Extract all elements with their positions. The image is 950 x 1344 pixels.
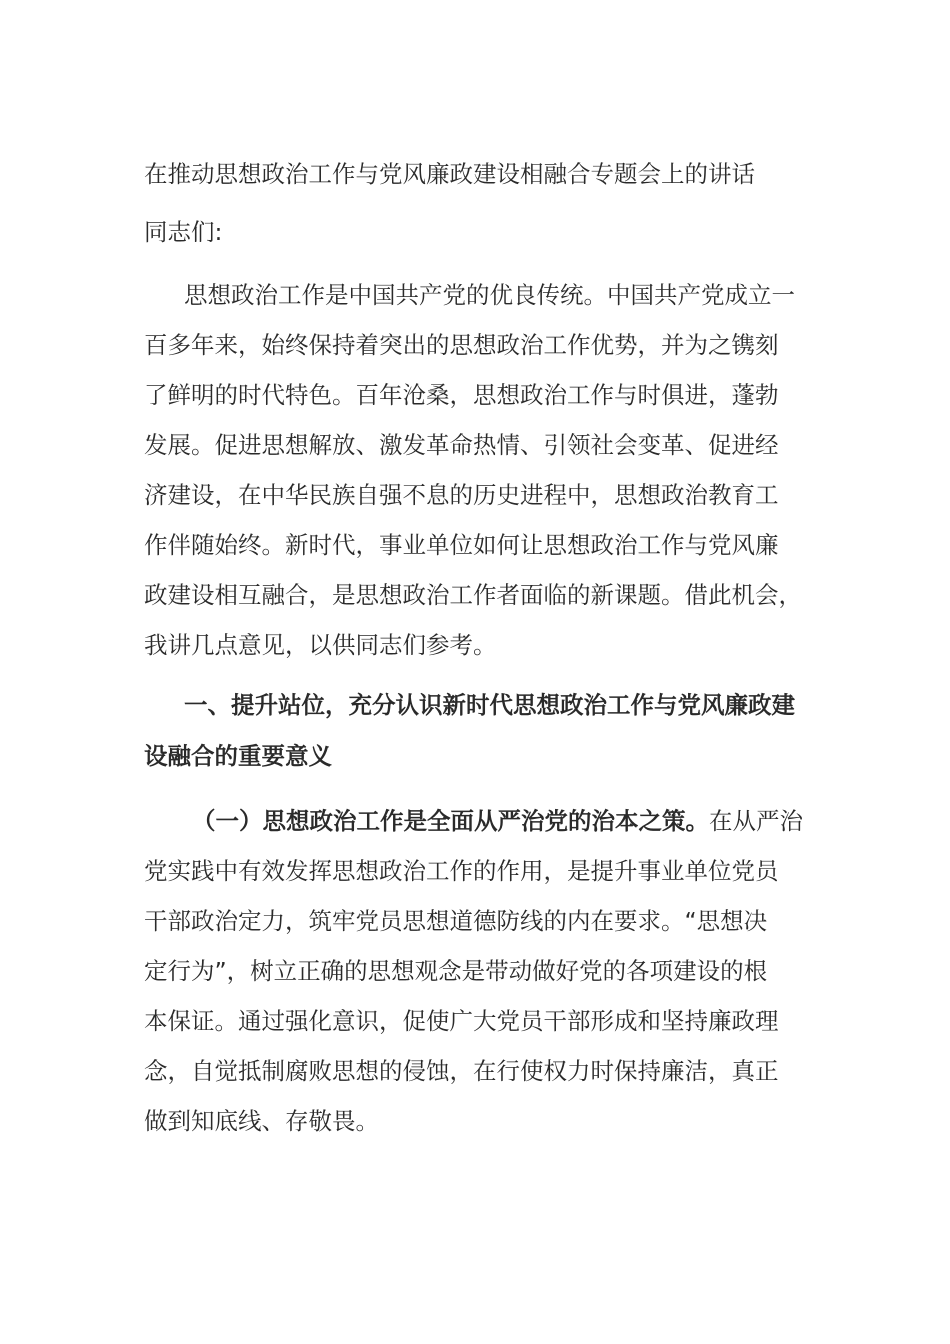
heading-line: 设融合的重要意义 — [144, 742, 332, 770]
intro-paragraph — [144, 270, 809, 670]
paragraph-line: 政建设相互融合，是思想政治工作者面临的新课题。借此机会， — [144, 581, 802, 609]
paragraph-line: 济建设，在中华民族自强不息的历史进程中，思想政治教育工 — [144, 481, 779, 509]
paragraph-line: 做到知底线、存敬畏。 — [144, 1107, 379, 1135]
paragraph-line: 百多年来，始终保持着突出的思想政治工作优势，并为之镌刻 — [144, 331, 779, 359]
paragraph-line: 作伴随始终。新时代，事业单位如何让思想政治工作与党风廉 — [144, 531, 779, 559]
paragraph-line: 本保证。通过强化意识，促使广大党员干部形成和坚持廉政理 — [144, 1007, 779, 1035]
paragraph-line: 干部政治定力，筑牢党员思想道德防线的内在要求。“思想决 — [144, 907, 768, 935]
paragraph-line: 发展。促进思想解放、激发革命热情、引领社会变革、促进经 — [144, 431, 779, 459]
paragraph-first-line — [144, 796, 809, 846]
salutation: 同志们: — [144, 218, 223, 246]
document-body — [144, 150, 809, 1146]
section-heading — [144, 680, 809, 782]
subsection-lead-text: 在从严治 — [709, 807, 803, 835]
paragraph-line: 党实践中有效发挥思想政治工作的作用，是提升事业单位党员 — [144, 857, 779, 885]
paragraph-line: 思想政治工作是中国共产党的优良传统。中国共产党成立一 — [184, 281, 795, 309]
paragraph-line: 了鲜明的时代特色。百年沧桑，思想政治工作与时俱进，蓬勃 — [144, 381, 779, 409]
subsection-paragraph — [144, 796, 809, 1146]
heading-line: 一、提升站位，充分认识新时代思想政治工作与党风廉政建 — [184, 691, 795, 719]
paragraph-line: 定行为”，树立正确的思想观念是带动做好党的各项建设的根 — [144, 957, 768, 985]
paragraph-line: 我讲几点意见，以供同志们参考。 — [144, 631, 497, 659]
subsection-heading: （一）思想政治工作是全面从严治党的治本之策。 — [192, 807, 709, 835]
document-title: 在推动思想政治工作与党风廉政建设相融合专题会上的讲话 — [144, 160, 755, 188]
paragraph-line: 念，自觉抵制腐败思想的侵蚀，在行使权力时保持廉洁，真正 — [144, 1057, 779, 1085]
